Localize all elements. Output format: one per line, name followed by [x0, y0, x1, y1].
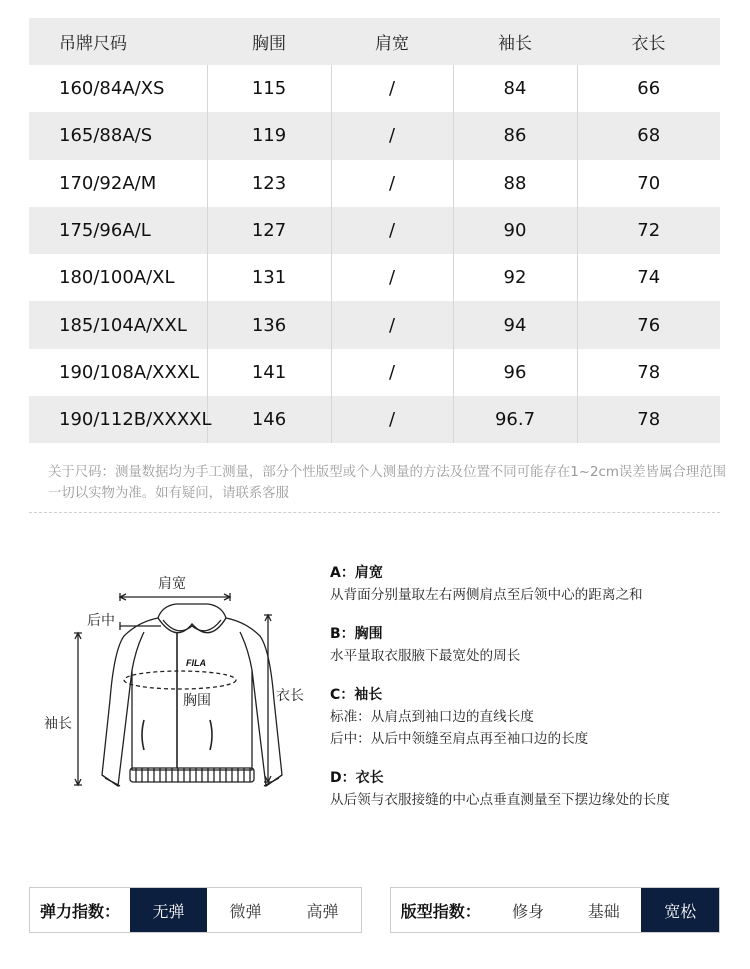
table-cell: 141 [207, 349, 331, 396]
fit-option-loose[interactable]: 宽松 [641, 888, 719, 932]
definition-text: 从背面分别量取左右两侧肩点至后领中心的距离之和 [330, 587, 643, 603]
table-header-row [29, 18, 720, 65]
header-tag-size: 吊牌尺码 [59, 34, 127, 54]
table-cell: 66 [577, 65, 720, 112]
table-cell: / [331, 65, 453, 112]
table-cell: / [331, 160, 453, 207]
table-cell: 123 [207, 160, 331, 207]
definition-title: D：衣长 [330, 770, 384, 786]
label-sleeve: 袖长 [44, 716, 72, 732]
table-cell: 119 [207, 112, 331, 159]
table-cell: 70 [577, 160, 720, 207]
table-cell: 165/88A/S [59, 125, 153, 147]
table-row [29, 112, 720, 159]
garment-diagram [40, 560, 330, 810]
table-cell: 170/92A/M [59, 172, 157, 194]
fit-option-slim[interactable]: 修身 [512, 901, 545, 921]
elasticity-option-slight[interactable]: 微弹 [229, 901, 262, 921]
definition-text: 水平量取衣服腋下最宽处的周长 [330, 648, 521, 664]
definition-text: 后中：从后中领缝至肩点再至袖口边的长度 [330, 731, 589, 747]
header-chest: 胸围 [252, 34, 286, 54]
definition-length [330, 767, 730, 811]
definition-chest [330, 623, 730, 667]
table-cell: 131 [207, 254, 331, 301]
table-cell: 175/96A/L [59, 220, 151, 242]
header-length: 衣长 [631, 34, 666, 54]
table-row [29, 301, 720, 348]
table-cell: 78 [577, 396, 720, 443]
table-cell: 160/84A/XS [59, 78, 165, 100]
size-table [29, 18, 720, 443]
table-cell: / [331, 207, 453, 254]
header-shoulder: 肩宽 [375, 34, 409, 54]
table-cell: / [331, 254, 453, 301]
table-cell: / [331, 396, 453, 443]
table-cell: 190/108A/XXXL [59, 361, 200, 383]
measurement-definitions [330, 562, 730, 828]
table-cell: 96 [453, 349, 577, 396]
table-cell: 115 [207, 65, 331, 112]
table-cell: / [331, 112, 453, 159]
table-cell: 86 [453, 112, 577, 159]
table-cell: 90 [453, 207, 577, 254]
elasticity-label: 弹力指数： [39, 901, 120, 921]
table-cell: / [331, 301, 453, 348]
label-shoulder: 肩宽 [158, 576, 186, 592]
label-length: 衣长 [276, 688, 304, 704]
divider [29, 512, 720, 513]
table-cell: / [331, 349, 453, 396]
table-row [29, 254, 720, 301]
fit-label: 版型指数： [400, 901, 481, 921]
definition-text: 从后领与衣服接缝的中心点垂直测量至下摆边缘处的长度 [330, 792, 670, 808]
definition-sleeve [330, 684, 730, 750]
definition-title: A：肩宽 [330, 565, 383, 581]
brand-logo: FILA [186, 658, 206, 668]
table-row [29, 160, 720, 207]
table-cell: 76 [577, 301, 720, 348]
table-cell: 96.7 [453, 396, 577, 443]
definition-title: B：胸围 [330, 626, 383, 642]
table-cell: 88 [453, 160, 577, 207]
definition-text: 标准：从肩点到袖口边的直线长度 [330, 709, 534, 725]
elasticity-option-none[interactable]: 无弹 [130, 888, 207, 932]
table-cell: 180/100A/XL [59, 267, 175, 289]
table-cell: 68 [577, 112, 720, 159]
table-row [29, 349, 720, 396]
table-row [29, 65, 720, 112]
label-back-center: 后中 [87, 613, 115, 629]
header-sleeve: 袖长 [498, 34, 532, 54]
elasticity-option-high[interactable]: 高弹 [306, 901, 339, 921]
definition-shoulder [330, 562, 730, 606]
definition-title: C：袖长 [330, 687, 383, 703]
table-cell: 136 [207, 301, 331, 348]
label-chest: 胸围 [183, 693, 211, 709]
table-cell: 74 [577, 254, 720, 301]
table-cell: 185/104A/XXL [59, 314, 187, 336]
table-cell: 190/112B/XXXXL [59, 409, 212, 431]
table-cell: 94 [453, 301, 577, 348]
size-note: 关于尺码：测量数据均为手工测量，部分个性版型或个人测量的方法及位置不同可能存在1~2cm误差皆属合理范围一切以实物为准。如有疑问，请联系客服 [48, 465, 727, 501]
table-cell: 127 [207, 207, 331, 254]
table-cell: 146 [207, 396, 331, 443]
table-cell: 92 [453, 254, 577, 301]
elasticity-index [29, 887, 362, 933]
fit-index [390, 887, 720, 933]
table-cell: 84 [453, 65, 577, 112]
table-cell: 72 [577, 207, 720, 254]
table-row [29, 396, 720, 443]
fit-option-regular[interactable]: 基础 [587, 901, 620, 921]
table-cell: 78 [577, 349, 720, 396]
table-row [29, 207, 720, 254]
